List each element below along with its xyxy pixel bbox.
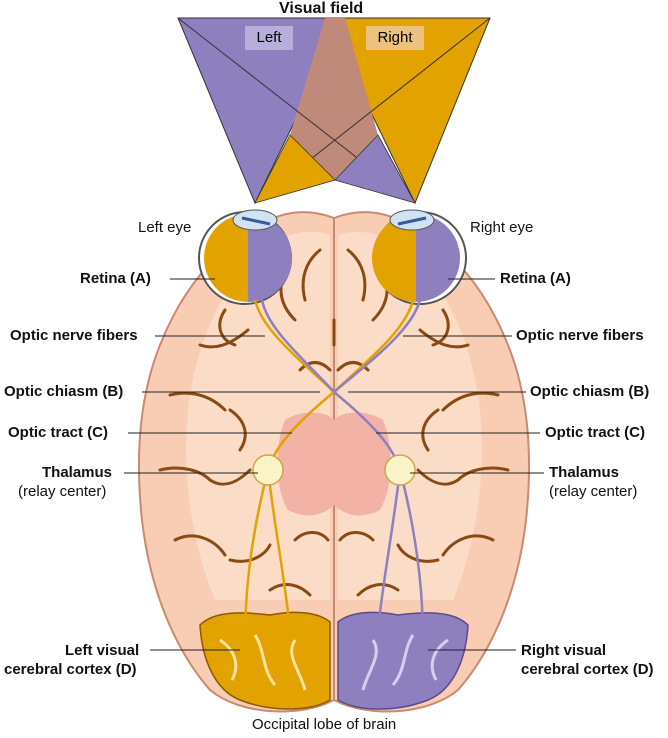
right-field-label: Right — [366, 26, 424, 50]
right-eye-label: Right eye — [470, 219, 534, 236]
left-optic-nerve-label: Optic nerve fibers — [10, 327, 138, 344]
right-retina-label: Retina (A) — [500, 270, 571, 287]
right-thalamus — [385, 455, 415, 485]
right-chiasm-label: Optic chiasm (B) — [530, 383, 650, 400]
caption: Occipital lobe of brain — [252, 716, 397, 733]
left-cortex-label-line1: Left visual — [65, 642, 140, 659]
left-field-label: Left — [245, 26, 293, 50]
right-thalamus-sublabel: (relay center) — [549, 483, 638, 500]
visual-field-title: Visual field — [279, 0, 364, 17]
right-optic-nerve-label: Optic nerve fibers — [516, 327, 644, 344]
left-retina-label: Retina (A) — [80, 270, 151, 287]
visual-field — [178, 18, 490, 203]
left-cortex-label-line2: cerebral cortex (D) — [4, 661, 137, 678]
left-chiasm-label: Optic chiasm (B) — [4, 383, 124, 400]
left-thalamus-sublabel: (relay center) — [18, 483, 107, 500]
right-thalamus-label: Thalamus — [549, 464, 620, 481]
right-cortex-label-line2: cerebral cortex (D) — [521, 661, 654, 678]
left-tract-label: Optic tract (C) — [8, 424, 109, 441]
left-thalamus — [253, 455, 283, 485]
right-cortex-label-line1: Right visual — [521, 642, 607, 659]
brain — [139, 212, 529, 711]
right-tract-label: Optic tract (C) — [545, 424, 646, 441]
left-thalamus-label: Thalamus — [42, 464, 113, 481]
left-eye-label: Left eye — [138, 219, 192, 236]
